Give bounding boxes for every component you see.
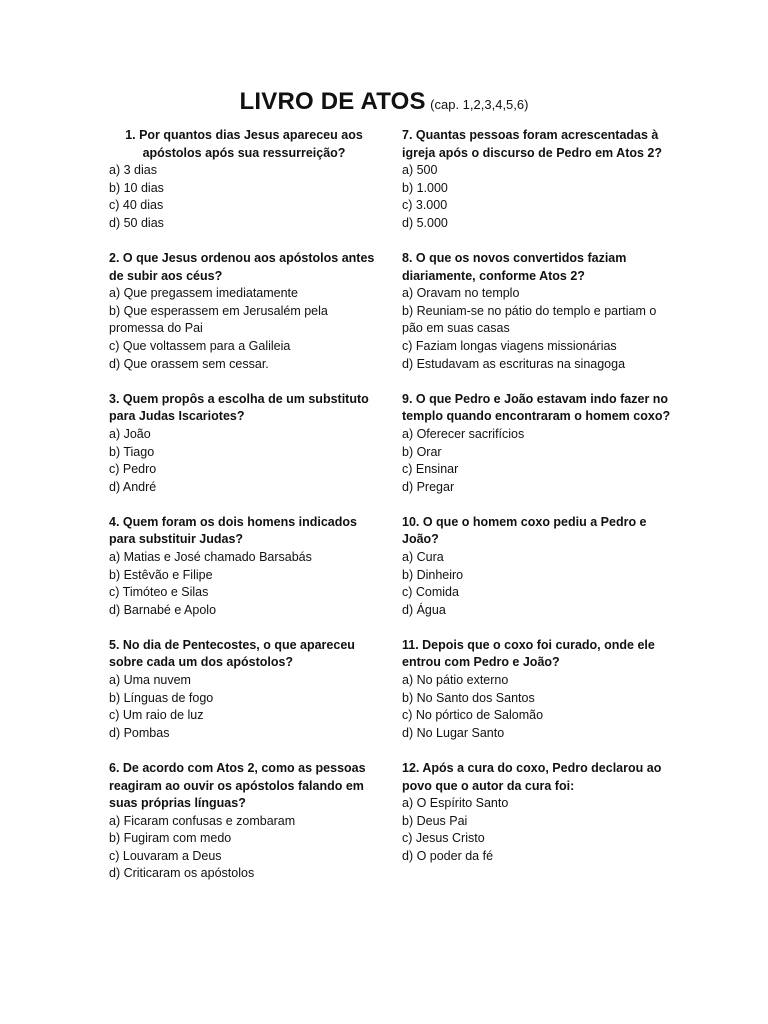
answer-option: b) 10 dias xyxy=(109,180,164,195)
answer-option: d) 5.000 xyxy=(402,215,448,230)
question-6 xyxy=(109,760,379,883)
question-text: 6. De acordo com Atos 2, como as pessoas reagiram ao ouvir os apóstolos falando em suas próprias línguas? xyxy=(109,760,366,811)
answer-option: d) Barnabé e Apolo xyxy=(109,602,217,617)
page-title: LIVRO DE ATOS xyxy=(239,88,426,115)
answer-option: d) Que orassem sem cessar. xyxy=(109,356,269,371)
answer-option: d) 50 dias xyxy=(109,215,164,230)
answer-option: c) No pórtico de Salomão xyxy=(402,708,544,723)
question-1 xyxy=(109,127,379,233)
answer-option: a) Matias e José chamado Barsabás xyxy=(109,549,312,564)
question-5 xyxy=(109,637,379,743)
answer-option: b) Que esperassem em Jerusalém pela promessa do Pai xyxy=(109,303,328,336)
answer-option: d) André xyxy=(109,479,157,494)
question-text: 1. Por quantos dias Jesus apareceu aos apóstolos após sua ressurreição? xyxy=(125,128,363,160)
answer-option: a) Oravam no templo xyxy=(402,286,520,301)
answer-option: c) 40 dias xyxy=(109,198,164,213)
page-subtitle: (cap. 1,2,3,4,5,6) xyxy=(430,97,529,112)
question-text: 12. Após a cura do coxo, Pedro declarou ao povo que o autor da cura foi: xyxy=(402,760,662,793)
question-9 xyxy=(402,391,672,497)
answer-option: d) O poder da fé xyxy=(402,848,494,863)
question-text: 8. O que os novos convertidos faziam diariamente, conforme Atos 2? xyxy=(402,251,627,283)
answer-option: a) 3 dias xyxy=(109,163,157,178)
question-text: 10. O que o homem coxo pediu a Pedro e João? xyxy=(402,514,647,547)
answer-option: b) Tiago xyxy=(109,444,155,459)
answer-option: c) Louvaram a Deus xyxy=(109,848,222,863)
question-text: 2. O que Jesus ordenou aos apóstolos antes de subir aos céus? xyxy=(109,251,375,283)
answer-option: a) 500 xyxy=(402,163,438,178)
answer-option: c) Faziam longas viagens missionárias xyxy=(402,339,617,354)
answer-option: b) Dinheiro xyxy=(402,567,464,582)
answer-option: d) No Lugar Santo xyxy=(402,725,505,740)
answer-option: d) Estudavam as escrituras na sinagoga xyxy=(402,356,626,371)
answer-option: b) Estêvão e Filipe xyxy=(109,567,213,582)
answer-option: c) Um raio de luz xyxy=(109,708,204,723)
answer-option: c) Que voltassem para a Galileia xyxy=(109,339,291,354)
answer-option: a) João xyxy=(109,426,151,441)
question-12 xyxy=(402,760,672,866)
answer-option: d) Água xyxy=(402,602,446,617)
answer-option: a) Uma nuvem xyxy=(109,673,191,688)
answer-option: c) 3.000 xyxy=(402,198,448,213)
question-8 xyxy=(402,250,672,373)
page-header xyxy=(0,88,768,116)
answer-option: c) Comida xyxy=(402,585,459,600)
answer-option: d) Pombas xyxy=(109,725,170,740)
answer-option: a) Ficaram confusas e zombaram xyxy=(109,813,296,828)
answer-option: a) Cura xyxy=(402,549,444,564)
answer-option: c) Jesus Cristo xyxy=(402,831,485,846)
question-7 xyxy=(402,127,672,233)
answer-option: a) No pátio externo xyxy=(402,673,509,688)
answer-option: c) Timóteo e Silas xyxy=(109,585,209,600)
answer-option: b) Fugiram com medo xyxy=(109,831,232,846)
answer-option: c) Ensinar xyxy=(402,462,459,477)
question-text: 5. No dia de Pentecostes, o que apareceu sobre cada um dos apóstolos? xyxy=(109,637,355,670)
question-4 xyxy=(109,514,379,620)
answer-option: b) 1.000 xyxy=(402,180,448,195)
left-column xyxy=(109,127,379,901)
answer-option: b) Orar xyxy=(402,444,442,459)
answer-option: a) Oferecer sacrifícios xyxy=(402,426,525,441)
right-column xyxy=(402,127,672,883)
question-text: 7. Quantas pessoas foram acrescentadas à igreja após o discurso de Pedro em Atos 2? xyxy=(402,128,663,160)
answer-option: a) Que pregassem imediatamente xyxy=(109,286,298,301)
answer-option: b) No Santo dos Santos xyxy=(402,690,535,705)
answer-option: d) Pregar xyxy=(402,479,455,494)
question-text: 4. Quem foram os dois homens indicados para substituir Judas? xyxy=(109,514,357,547)
answer-option: d) Criticaram os apóstolos xyxy=(109,866,255,881)
question-11 xyxy=(402,637,672,743)
answer-option: a) O Espírito Santo xyxy=(402,796,509,811)
question-text: 11. Depois que o coxo foi curado, onde ele entrou com Pedro e João? xyxy=(402,637,655,670)
question-text: 3. Quem propôs a escolha de um substituto para Judas Iscariotes? xyxy=(109,391,369,424)
answer-option: b) Reuniam-se no pátio do templo e partiam o pão em suas casas xyxy=(402,303,657,336)
question-2 xyxy=(109,250,379,373)
answer-option: c) Pedro xyxy=(109,462,157,477)
answer-option: b) Línguas de fogo xyxy=(109,690,214,705)
question-text: 9. O que Pedro e João estavam indo fazer no templo quando encontraram o homem coxo? xyxy=(402,391,671,424)
question-3 xyxy=(109,391,379,497)
answer-option: b) Deus Pai xyxy=(402,813,468,828)
question-10 xyxy=(402,514,672,620)
